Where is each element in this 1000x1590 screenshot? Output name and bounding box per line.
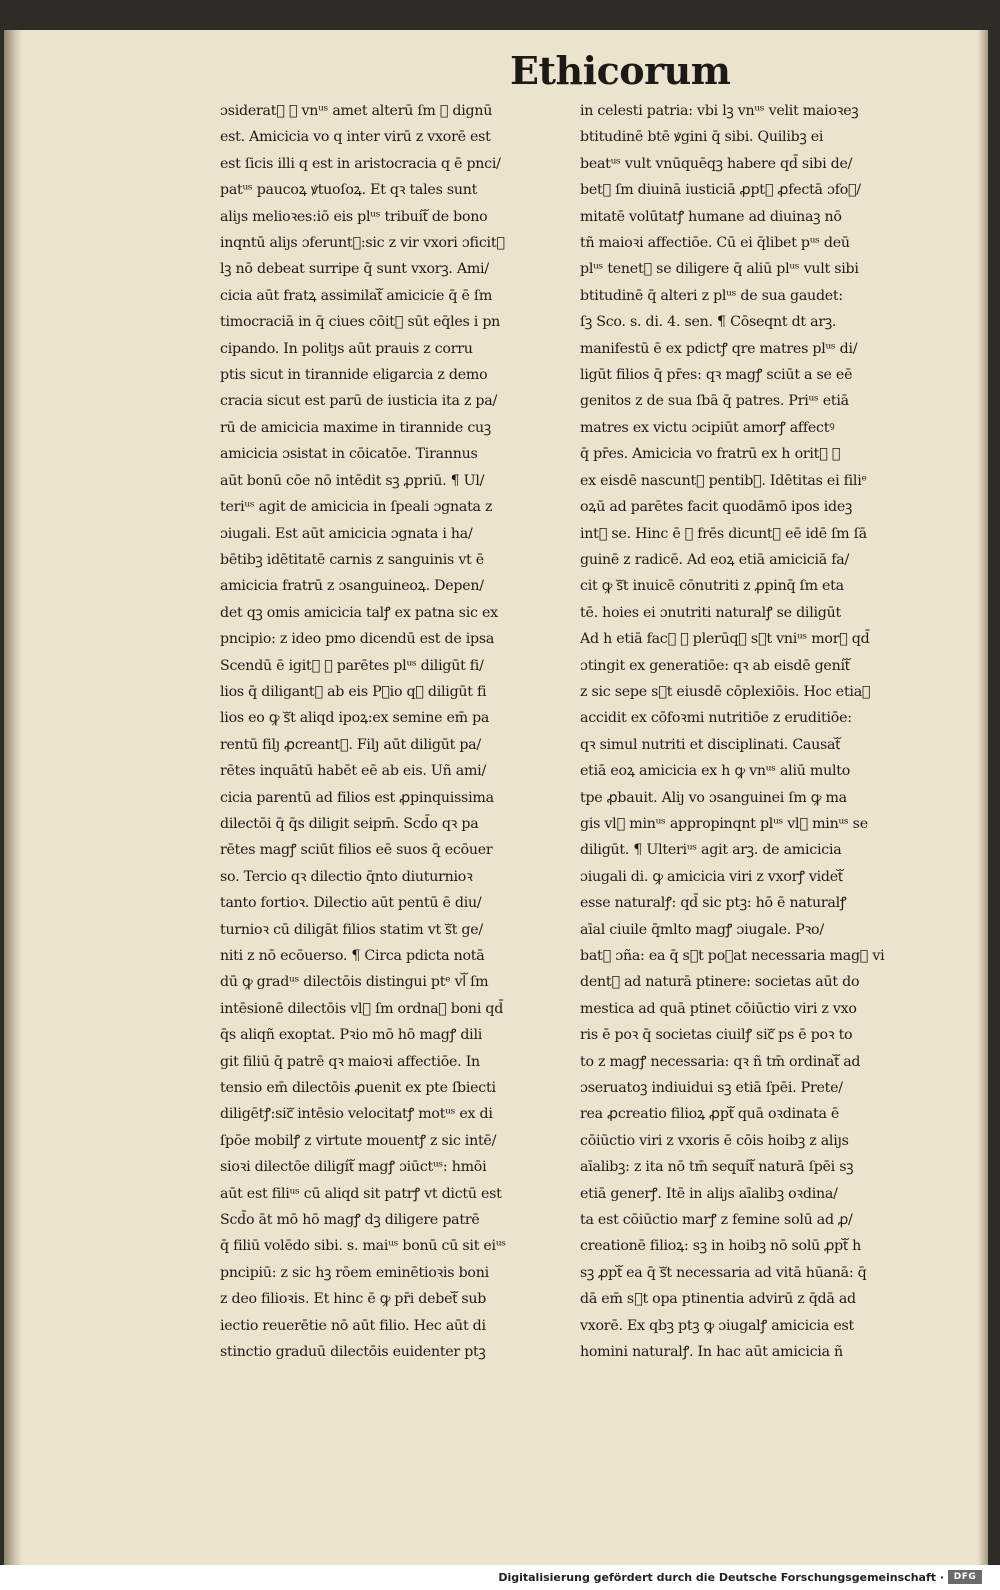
text-line: rentū filȷ ꝓcreantᷓ. Filȷ aūt diligūt pa/ xyxy=(220,736,481,753)
text-line: cipando. In politȷs aūt prauis z corru xyxy=(220,340,473,357)
text-line: betᷓ ſm diuinā iusticiā ꝓptᷓ ꝓfectā ɔfoꝛ/ xyxy=(580,182,861,199)
text-line: to z magꝭ necessaria: qꝛ ñ tm̄ ordinatᷓ ad xyxy=(580,1053,861,1070)
text-line: ligūt filios q̄ pr̄es: qꝛ magꝭ sciūt a se eē xyxy=(580,367,853,384)
text-line: pncipiū: z sic hꝫ rōem eminētioꝛis boni xyxy=(220,1264,489,1281)
text-line: patᵘˢ paucoꝝ ꝟtuoſoꝝ. Et qꝛ tales sunt xyxy=(220,182,478,199)
text-line: turnioꝛ cū diligāt filios statim vt sᷓt ge/ xyxy=(220,921,483,938)
text-line: q̄ filiū volēdo sibi. s. maiᵘˢ bonū cū sit eiᵘˢ xyxy=(220,1238,506,1255)
text-line: ɔsideratᷓ ꝙ vnᵘˢ amet alterū ſm ꝙ dignū xyxy=(220,103,493,119)
text-line: ptis sicut in tirannide eligarcia z demo xyxy=(220,367,488,384)
text-line: creationē filioꝝ: sꝫ in hoibꝫ nō solū ꝓptᷓ h xyxy=(580,1238,862,1255)
page-edge-shadow xyxy=(978,30,988,1566)
text-line: dā em̄ sᷓt opa ptinentia advirū z q̄dā ad xyxy=(580,1291,856,1308)
dfg-logo: DFG xyxy=(948,1570,982,1584)
text-line: ɔiugali di. ꝙ amicicia viri z vxorꝭ videtᷓ xyxy=(580,868,843,885)
text-line: oꝝū ad parētes facit quodāmō ipos ideꝫ xyxy=(580,499,852,516)
text-line: tē. hoies ei ɔnutriti naturalꝭ se diligūt xyxy=(580,604,841,621)
text-line: amicicia ɔsistat in cōicatōe. Tirannus xyxy=(220,446,478,463)
text-line: Scendū ē igitᷓ ꝙ parētes plᵘˢ diligūt fi/ xyxy=(220,657,484,674)
text-line: tanto fortioꝛ. Dilectio aūt pentū ē diu/ xyxy=(220,895,482,912)
page-gutter-shadow xyxy=(4,30,22,1566)
text-line: rētes magꝭ sciūt filios eē suos q̄ ecōuer xyxy=(220,842,493,859)
text-line: aūt est filiᵘˢ cū aliqd sit patrꝭ vt dictū est xyxy=(220,1185,502,1202)
text-line: est ſicis illi q est in aristocracia q ē pnci/ xyxy=(220,155,501,172)
text-line: batᷓ ɔña: ea q̄ sᷓt poꝛat necessaria magꝭ vi xyxy=(580,948,885,964)
text-line: manifestū ē ex pdictꝭ qre matres plᵘˢ di/ xyxy=(580,340,858,357)
credit-bar xyxy=(0,1565,1000,1590)
running-head: Ethicorum xyxy=(510,48,731,93)
text-line: ſpōe mobilꝭ z virtute mouentꝭ z sic intē/ xyxy=(220,1132,497,1149)
text-line: vxorē. Ex qbꝫ ptꝫ ꝙ ɔiugalꝭ amicicia est xyxy=(580,1317,854,1334)
text-line: btitudinē btē ꝟgini q̄ sibi. Quilibꝫ ei xyxy=(580,129,824,146)
text-line: q̄ pr̄es. Amicicia vo fratrū ex h oritᷓ ꝙ xyxy=(580,446,841,463)
text-line: cracia sicut est parū de iusticia ita z pa/ xyxy=(220,393,498,410)
text-line: det qꝫ omis amicicia talꝭ ex patna sic ex xyxy=(220,604,498,621)
text-line: dentᷓ ad naturā ptinere: societas aūt do xyxy=(580,974,860,991)
text-line: rētes inquātū habēt eē ab eis. Uñ ami/ xyxy=(220,763,486,780)
text-line: matres ex victu ɔcipiūt amorꝭ affectꝰ xyxy=(580,419,835,436)
text-line: etiā eoꝝ amicicia ex h ꝙ vnᵘˢ aliū multo xyxy=(580,763,851,780)
text-line: qꝛ simul nutriti et disciplinati. Causatᷓ xyxy=(580,736,841,753)
text-line: sꝫ ꝓptᷓ ea q̄ sᷓt necessaria ad vitā hūanā: q̄ xyxy=(580,1264,867,1281)
text-line: niti z nō ecōuerso. ¶ Circa pdicta notā xyxy=(220,948,485,964)
text-line: aliȷs melioꝛes:iō eis plᵘˢ tribuitᷓ de bono xyxy=(220,208,488,225)
text-line: lios q̄ diligantᷓ ab eis Pꝛio qꝛ diligūt fi xyxy=(220,683,487,700)
text-line: accidit ex cōfoꝛmi nutritiōe z eruditiōe: xyxy=(580,710,852,727)
text-line: gis vlᷓ minᵘˢ appropinqnt plᵘˢ vlᷓ minᵘˢ se xyxy=(580,815,868,832)
text-line: esse naturalꝭ: qd̄ sic ptꝫ: hō ē naturalꝭ xyxy=(580,895,847,912)
text-line: ɔtingit ex generatiōe: qꝛ ab eisdē genitᷓ xyxy=(580,657,850,674)
text-line: ɔseruatoꝫ indiuidui sꝫ etiā ſpēi. Prete/ xyxy=(580,1080,843,1097)
text-line: z sic sepe sᷓt eiusdē cōplexiōis. Hoc etiaꝫ xyxy=(580,683,871,700)
text-line: iectio reuerētie nō aūt filio. Hec aūt di xyxy=(220,1317,486,1334)
text-line: dū ꝙ gradᵘˢ dilectōis distingui ptᵉ vlᷓ ſm xyxy=(220,974,489,991)
text-line: rea ꝓcreatio filioꝝ ꝓptᷓ quā oꝛdinata ē xyxy=(580,1106,840,1123)
text-line: intēsionē dilectōis vlᷓ ſm ordnaꝫ boni qd̄ xyxy=(220,1000,504,1017)
text-line: bētibꝫ idētitatē carnis z sanguinis vt ē xyxy=(220,551,484,568)
text-line: git filiū q̄ patrē qꝛ maioꝛi affectiōe. In xyxy=(220,1053,480,1070)
text-line: amicicia fratrū z ɔsanguineoꝝ. Depen/ xyxy=(220,578,484,595)
text-line: homini naturalꝭ. In hac aūt amicicia ñ xyxy=(580,1344,843,1361)
text-line: guinē z radicē. Ad eoꝝ etiā amiciciā fa/ xyxy=(580,551,849,568)
text-line: sioꝛi dilectōe diligitᷓ magꝭ ɔiūctᵘˢ: hmōi xyxy=(220,1159,487,1176)
text-line: diligētꝭ:sicᷓ intēsio velocitatꝭ motᵘˢ ex di xyxy=(220,1106,493,1123)
text-line: lios eo ꝙ sᷓt aliqd ipoꝝ:ex semine em̄ pa xyxy=(220,710,490,727)
text-line: aīal ciuile q̄mlto magꝭ ɔiugale. Pꝛo/ xyxy=(580,921,824,938)
text-line: cōiūctio viri z vxoris ē cōis hoibꝫ z aliȷs xyxy=(580,1132,849,1149)
text-line: cicia aūt fratꝝ assimilatᷓ amicicie q̄ ē ſm xyxy=(220,287,493,304)
text-line: dilectōi q̄ q̄s diligit seipm̄. Scd̄o qꝛ pa xyxy=(220,815,479,832)
text-line: tensio em̄ dilectōis ꝓuenit ex pte ſbiecti xyxy=(220,1080,496,1097)
text-line: intᷓ se. Hinc ē ꝙ frēs dicuntᷓ eē idē ſm ſā xyxy=(580,525,867,542)
text-line: ris ē poꝛ q̄ societas ciuilꝭ sicᷓ ps ē poꝛ to xyxy=(580,1027,853,1044)
text-line: in celesti patria: vbi lꝫ vnᵘˢ velit maioꝛeꝫ xyxy=(580,103,859,119)
text-line: stinctio graduū dilectōis euidenter ptꝫ xyxy=(220,1344,486,1361)
text-line: tñ maioꝛi affectiōe. Cū ei q̄libet pᵘˢ deū xyxy=(580,235,850,252)
text-line: diligūt. ¶ Ulteriᵘˢ agit arꝫ. de amicicia xyxy=(580,842,842,859)
text-column-left xyxy=(220,98,575,1366)
text-line: cicia parentū ad filios est ꝓpinquissima xyxy=(220,789,494,806)
text-column-right xyxy=(580,98,942,1366)
text-line: aūt bonū cōe nō intēdit sꝫ ꝓpriū. ¶ Ul/ xyxy=(220,472,485,489)
text-line: inqntū aliȷs ɔferuntᷓ:sic z vir vxori ɔficitᷓ xyxy=(220,235,505,252)
text-line: beatᵘˢ vult vnūquēqꝫ habere qd̄ sibi de/ xyxy=(580,155,853,172)
text-line: mestica ad quā ptinet cōiūctio viri z vxo xyxy=(580,1000,857,1017)
text-line: teriᵘˢ agit de amicicia in ſpeali ɔgnata z xyxy=(220,499,493,516)
text-line: tpe ꝓbauit. Aliȷ vo ɔsanguinei ſm ꝙ ma xyxy=(580,789,847,806)
funding-credit: Digitalisierung gefördert durch die Deutsche Forschungsgemeinschaft · xyxy=(498,1571,944,1584)
text-line: pncipio: z ideo pmo dicendū est de ipsa xyxy=(220,631,495,648)
text-line: lꝫ nō debeat surripe q̄ sunt vxorꝫ. Ami/ xyxy=(220,261,489,278)
text-line: mitatē volūtatꝭ humane ad diuinaꝫ nō xyxy=(580,208,842,225)
text-line: est. Amicicia vo q inter virū z vxorē est xyxy=(220,129,491,146)
text-line: genitos z de sua ſbā q̄ patres. Priᵘˢ etiā xyxy=(580,393,849,410)
text-line: so. Tercio qꝛ dilectio q̄nto diuturnioꝛ xyxy=(220,868,473,885)
text-line: Scd̄o āt mō hō magꝭ dꝫ diligere patrē xyxy=(220,1212,480,1229)
text-line: ſꝫ Sco. s. di. 4. sen. ¶ Cōseqnt dt arꝫ. xyxy=(580,314,837,331)
text-line: cit ꝙ sᷓt inuicē cōnutriti z ꝓpinq̄ ſm eta xyxy=(580,578,844,595)
text-line: timocraciā in q̄ ciues cōitᷓ sūt eq̄les i pn xyxy=(220,314,501,331)
text-line: aīalibꝫ: z ita nō tm̄ sequitᷓ naturā ſpēi sꝫ xyxy=(580,1159,854,1176)
text-line: q̄s aliqñ exoptat. Pꝛio mō hō magꝭ dili xyxy=(220,1027,483,1044)
text-line: btitudinē q̄ alteri z plᵘˢ de sua gaudet: xyxy=(580,287,843,304)
text-line: Ad h etiā facᷓ ꝙ plerūqꝫ sᷓt vniᵘˢ morꝭ qd̄ xyxy=(580,631,870,648)
text-line: z deo filioꝛis. Et hinc ē ꝙ pr̄i debetᷓ sub xyxy=(220,1291,487,1308)
text-line: etiā generꝭ. Itē in aliȷs aīalibꝫ oꝛdina/ xyxy=(580,1185,838,1202)
text-line: ex eisdē nascuntᷓ pentibꝫ. Idētitas ei filiᵉ xyxy=(580,472,867,489)
text-line: ɔiugali. Est aūt amicicia ɔgnata i ha/ xyxy=(220,525,473,542)
text-line: rū de amicicia maxime in tirannide cuꝫ xyxy=(220,419,491,436)
text-line: plᵘˢ tenetᷓ se diligere q̄ aliū plᵘˢ vult sibi xyxy=(580,261,859,278)
text-line: ta est cōiūctio marꝭ z femine solū ad ꝓ/ xyxy=(580,1212,853,1229)
